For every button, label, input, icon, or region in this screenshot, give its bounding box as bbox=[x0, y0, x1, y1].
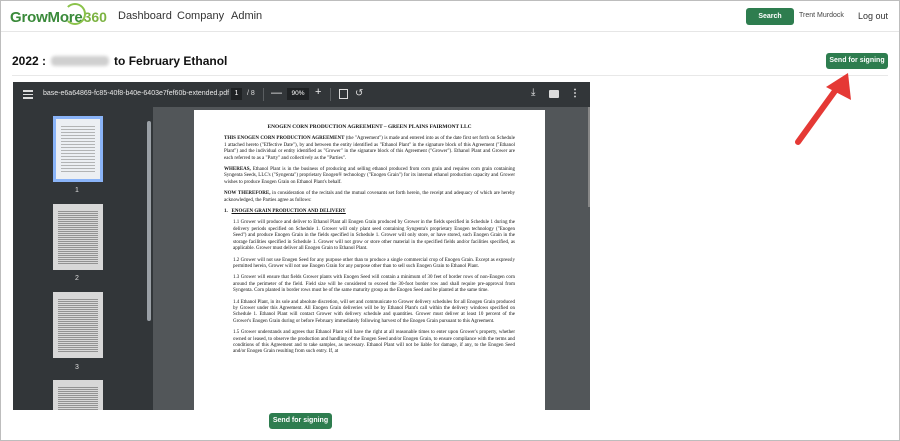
page-scrollbar[interactable] bbox=[588, 107, 590, 207]
nav-dashboard-link[interactable]: Dashboard bbox=[118, 10, 172, 22]
redacted-farm-name bbox=[51, 56, 109, 66]
menu-icon[interactable] bbox=[23, 90, 33, 99]
zoom-out-icon[interactable]: — bbox=[271, 87, 282, 99]
pdf-toolbar bbox=[13, 82, 590, 107]
logo-number: 360 bbox=[83, 9, 107, 25]
send-for-signing-button-bottom[interactable]: Send for signing bbox=[269, 413, 332, 429]
page-thumbnail[interactable] bbox=[53, 204, 103, 270]
zoom-in-icon[interactable]: + bbox=[315, 86, 322, 98]
whereas-paragraph: WHEREAS, Ethanol Plant is in the business of producing and selling ethanol produced from corn grain and requires corn grain containing Syngenta Seeds, LLC's ("Syngenta") proprietary Enogen® technology ("Enogen Grain") for its internal ethanol production capacity and Grower wishes to produce Enogen Grain on Ethanol Plant's behalf. bbox=[224, 167, 516, 185]
page-title-suffix: to February Ethanol bbox=[114, 54, 228, 68]
pdf-page-area bbox=[153, 107, 590, 410]
page-title-prefix: 2022 : bbox=[12, 54, 47, 68]
logo-text: GrowMore bbox=[10, 8, 83, 26]
thumbnail-label: 2 bbox=[75, 275, 79, 282]
fit-page-icon[interactable] bbox=[339, 89, 348, 99]
thumbnail-sidebar bbox=[13, 107, 153, 410]
send-for-signing-button-top[interactable]: Send for signing bbox=[826, 53, 888, 69]
nav-company-link[interactable]: Company bbox=[177, 10, 225, 22]
download-icon[interactable]: ⤓ bbox=[531, 87, 536, 98]
clause: 1.3 Grower will ensure that fields Grower plants with Enogen Seed will contain a minimum of 30 feet of border rows of non-Enogen corn around the perimeter of the field. Field size will be considered to exceed the 30-foot border row and shall require pre-approval from Syngenta. Corn planted in border rows must be of the same maturity group as the Enogen Seed and be planted at the same time. bbox=[233, 275, 515, 294]
header-divider bbox=[12, 75, 888, 76]
section-heading: 1. ENOGEN GRAIN PRODUCTION AND DELIVERY bbox=[224, 209, 346, 215]
more-options-icon[interactable]: ⋮ bbox=[570, 88, 580, 99]
page-number-input[interactable]: 1 bbox=[231, 88, 242, 100]
page-title bbox=[12, 54, 227, 68]
page-thumbnail[interactable] bbox=[53, 380, 103, 410]
page-thumbnail[interactable] bbox=[53, 292, 103, 358]
top-navbar bbox=[1, 1, 899, 32]
current-user-name: Trent Murdock bbox=[799, 12, 844, 19]
red-arrow-annotation bbox=[790, 70, 860, 150]
clause: 1.5 Grower understands and agrees that Ethanol Plant will have the right at all reasonable times to enter upon Grower's property, whether owned or leased, to observe the production and handling of the Enogen Seed and/or Enogen Grain, to ensure compliance with the terms and conditions of this Agreement and to take samples, as necessary. Ethanol Plant will not be liable for damage, if any, to the Enogen Seed and/or Enogen Grain resulting from such entry. If, at bbox=[233, 330, 515, 355]
intro-paragraph: THIS ENOGEN CORN PRODUCTION AGREEMENT (the "Agreement") is made and entered into as of the date first set forth on Schedule 1 attached hereto ("Effective Date"), by and between the entity identified as "Ethanol Plant" in the signature block of this Agreement ("Ethanol Plant") and the individual or entity identified as "Grower" in the signature block of this Agreement ("Grower"). Ethanol Plant and Grower are each referred to as a "Party" and collectively as the "Parties". bbox=[224, 136, 516, 161]
rotate-icon[interactable]: ↺ bbox=[355, 88, 364, 99]
pdf-page bbox=[194, 110, 545, 410]
thumbnail-label: 1 bbox=[75, 187, 79, 194]
toolbar-divider bbox=[330, 88, 331, 101]
clause: 1.1 Grower will produce and deliver to Ethanol Plant all Enogen Grain produced by Grower in the fields specified in Schedule 1 during the delivery periods specified on Schedule 1. Grower will only plant seed containing Syngenta's proprietary Enogen technology ("Enogen Seed") and produce Enogen Grain in the fields specified in Schedule 1. Grower will only store, or have stored, such Enogen Grain in the storage facilities specified in Schedule 1. Grower will not grow or store other material in the specified fields and/or facilities specified, as applicable. Grower must deliver all Enogen Grain to Ethanol Plant. bbox=[233, 220, 515, 252]
clause: 1.4 Ethanol Plant, in its sole and absolute discretion, will set and communicate to Grower delivery schedules for all Enogen Grain produced by Grower under this Agreement. All Enogen Grain deliveries will be by Ethanol Plant's call within the delivery windows specified on Schedule 1. Ethanol Plant will contact Grower with delivery schedule and quantities. Grower must deliver at least 10 percent of the Grower's Enogen Grain during or before February immediately following harvest of the Enogen Grain pursuant to this Agreement. bbox=[233, 299, 515, 324]
logout-link[interactable]: Log out bbox=[858, 11, 889, 21]
logo-ring-icon bbox=[64, 3, 86, 25]
clause: 1.2 Grower will not use Enogen Seed for any purpose other than to produce a single commercial crop of Enogen Grain. Except as expressly permitted herein, Grower will not use Enogen Grain for any purpose other than to sell such Enogen Grain to Ethanol Plant. bbox=[233, 257, 515, 269]
search-button[interactable]: Search bbox=[746, 8, 794, 25]
toolbar-divider bbox=[263, 88, 264, 101]
page-thumbnail[interactable] bbox=[53, 116, 103, 182]
pdf-filename: base-e6a64869-fc85-40f8-b40e-6403e7fef60b-extended.pdf bbox=[43, 90, 230, 97]
nav-admin-link[interactable]: Admin bbox=[231, 10, 263, 22]
thumbnail-label: 3 bbox=[75, 364, 79, 371]
print-icon[interactable] bbox=[549, 90, 559, 98]
now-therefore-paragraph: NOW THEREFORE, in consideration of the recitals and the mutual covenants set forth herein, the receipt and adequacy of which are hereby acknowledged, the Parties agree as follows: bbox=[224, 191, 516, 203]
zoom-level-input[interactable]: 90% bbox=[287, 88, 309, 100]
sidebar-scrollbar[interactable] bbox=[147, 121, 151, 321]
pdf-viewer bbox=[13, 82, 590, 410]
document-title: ENOGEN CORN PRODUCTION AGREEMENT – GREEN PLAINS FAIRMONT LLC bbox=[267, 124, 472, 130]
growmore-logo[interactable] bbox=[10, 6, 107, 28]
page-count: / 8 bbox=[247, 90, 255, 97]
